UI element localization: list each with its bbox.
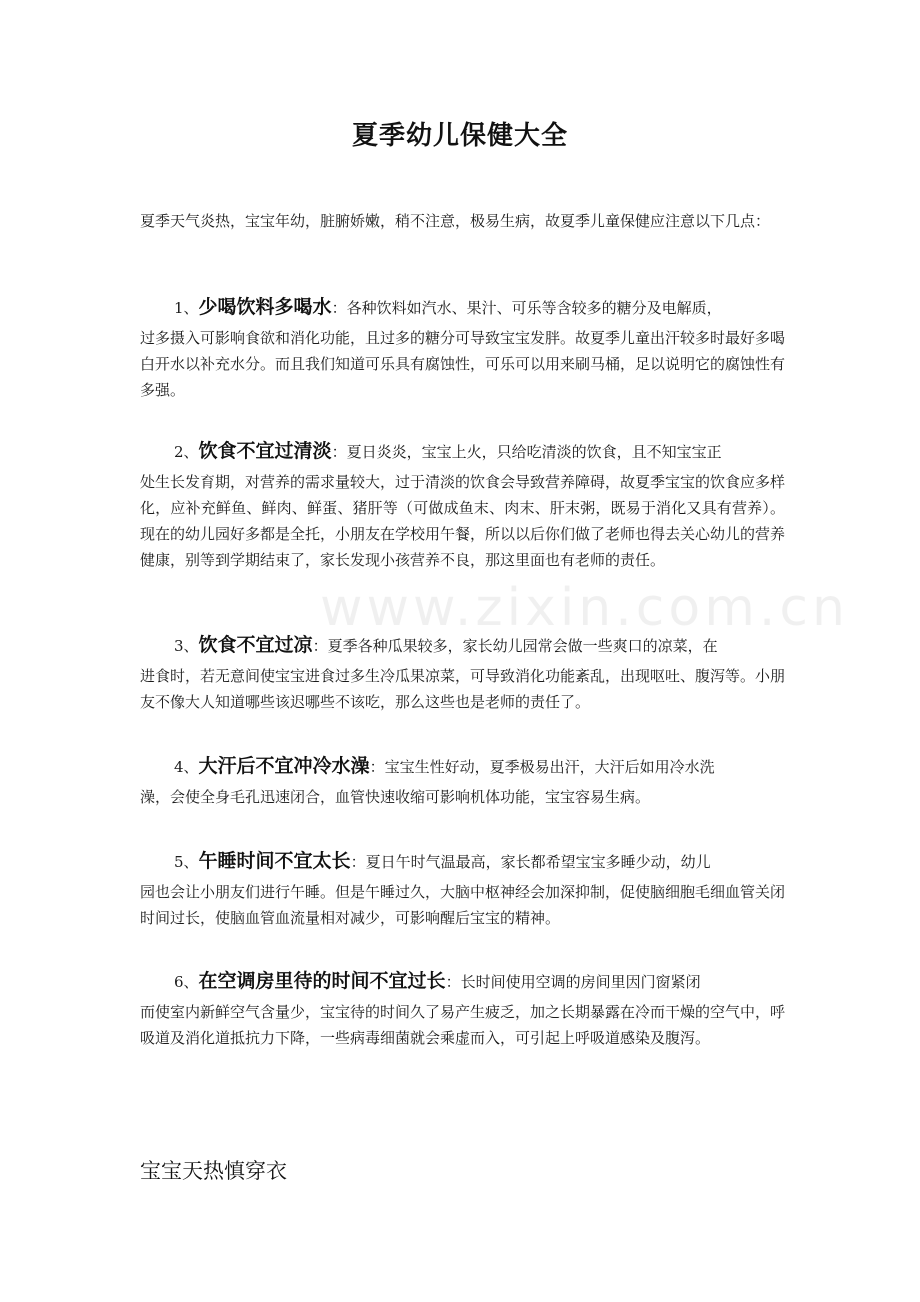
section-5-colon: ： xyxy=(350,853,366,871)
section-1-first-line xyxy=(140,290,785,325)
section-3 xyxy=(140,628,785,715)
section-3-first-line xyxy=(140,628,785,663)
section-3-number: 3、 xyxy=(174,637,199,655)
section-3-body: 进食时，若无意间使宝宝进食过多生冷瓜果凉菜，可导致消化功能紊乱，出现呕吐、腹泻等。小朋友不像大人知道哪些该迟哪些不该吃，那么这些也是老师的责任了。 xyxy=(140,667,786,711)
section-1-heading: 少喝饮料多喝水 xyxy=(198,296,332,318)
section-2-number: 2、 xyxy=(174,443,199,461)
section-2-lead: 夏日炎炎，宝宝上火，只给吃清淡的饮食，且不知宝宝正 xyxy=(346,443,722,461)
section-3-lead: 夏季各种瓜果较多，家长幼儿园常会做一些爽口的凉菜，在 xyxy=(327,637,718,655)
section-6-heading: 在空调房里待的时间不宜过长 xyxy=(198,970,446,992)
section-5-first-line xyxy=(140,844,785,879)
section-1-colon: ： xyxy=(331,299,347,317)
section-6 xyxy=(140,964,785,1051)
section-4-lead: 宝宝生性好动，夏季极易出汗，大汗后如用冷水洗 xyxy=(384,758,715,776)
section-4 xyxy=(140,749,785,810)
section-4-first-line xyxy=(140,749,785,784)
section-2 xyxy=(140,434,785,573)
section-2-first-line xyxy=(140,434,785,469)
section-5-body: 园也会让小朋友们进行午睡。但是午睡过久，大脑中枢神经会加深抑制，促使脑细胞毛细血管关闭时间过长，使脑血管血流量相对减少，可影响醒后宝宝的精神。 xyxy=(140,883,786,927)
watermark: www.zixin.com.cn xyxy=(320,578,849,638)
page-title: 夏季幼儿保健大全 xyxy=(351,121,568,151)
section-1-lead: 各种饮料如汽水、果汁、可乐等含较多的糖分及电解质， xyxy=(346,299,722,317)
section-4-number: 4、 xyxy=(174,758,199,776)
section-1-body: 过多摄入可影响食欲和消化功能，且过多的糖分可导致宝宝发胖。故夏季儿童出汗较多时最好多喝白开水以补充水分。而且我们知道可乐具有腐蚀性，可乐可以用来刷马桶，足以说明它的腐蚀性有多强。 xyxy=(140,329,786,399)
intro-paragraph: 夏季天气炎热，宝宝年幼，脏腑娇嫩，稍不注意，极易生病，故夏季儿童保健应注意以下几点： xyxy=(140,212,771,230)
section-5 xyxy=(140,844,785,931)
next-section-title: 宝宝天热慎穿衣 xyxy=(140,1159,287,1183)
section-2-heading: 饮食不宜过清淡 xyxy=(198,440,332,462)
section-6-number: 6、 xyxy=(174,973,199,991)
section-6-colon: ： xyxy=(445,973,461,991)
section-2-body: 处生长发育期，对营养的需求量较大，过于清淡的饮食会导致营养障碍，故夏季宝宝的饮食应多样化，应补充鲜鱼、鲜肉、鲜蛋、猪肝等（可做成鱼末、肉末、肝末粥，既易于消化又具有营养）。现在的幼儿园好多都是全托，小朋友在学校用午餐，所以以后你们做了老师也得去关心幼儿的营养健康，别等到学期结束了，家长发现小孩营养不良，那这里面也有老师的责任。 xyxy=(140,473,786,569)
section-6-body: 而使室内新鲜空气含量少，宝宝待的时间久了易产生疲乏，加之长期暴露在冷而干燥的空气中，呼吸道及消化道抵抗力下降，一些病毒细菌就会乘虚而入，可引起上呼吸道感染及腹泻。 xyxy=(140,1003,786,1047)
section-1 xyxy=(140,290,785,403)
section-5-heading: 午睡时间不宜太长 xyxy=(198,850,351,872)
section-1-number: 1、 xyxy=(174,299,199,317)
section-4-colon: ： xyxy=(369,758,385,776)
section-4-body: 澡，会使全身毛孔迅速闭合，血管快速收缩可影响机体功能，宝宝容易生病。 xyxy=(140,788,651,806)
section-2-colon: ： xyxy=(331,443,347,461)
section-5-number: 5、 xyxy=(174,853,199,871)
section-5-lead: 夏日午时气温最高，家长都希望宝宝多睡少动，幼儿 xyxy=(365,853,711,871)
section-3-heading: 饮食不宜过凉 xyxy=(198,634,313,656)
section-6-first-line xyxy=(140,964,785,999)
section-4-heading: 大汗后不宜冲冷水澡 xyxy=(198,755,370,777)
section-3-colon: ： xyxy=(312,637,328,655)
section-6-lead: 长时间使用空调的房间里因门窗紧闭 xyxy=(460,973,701,991)
